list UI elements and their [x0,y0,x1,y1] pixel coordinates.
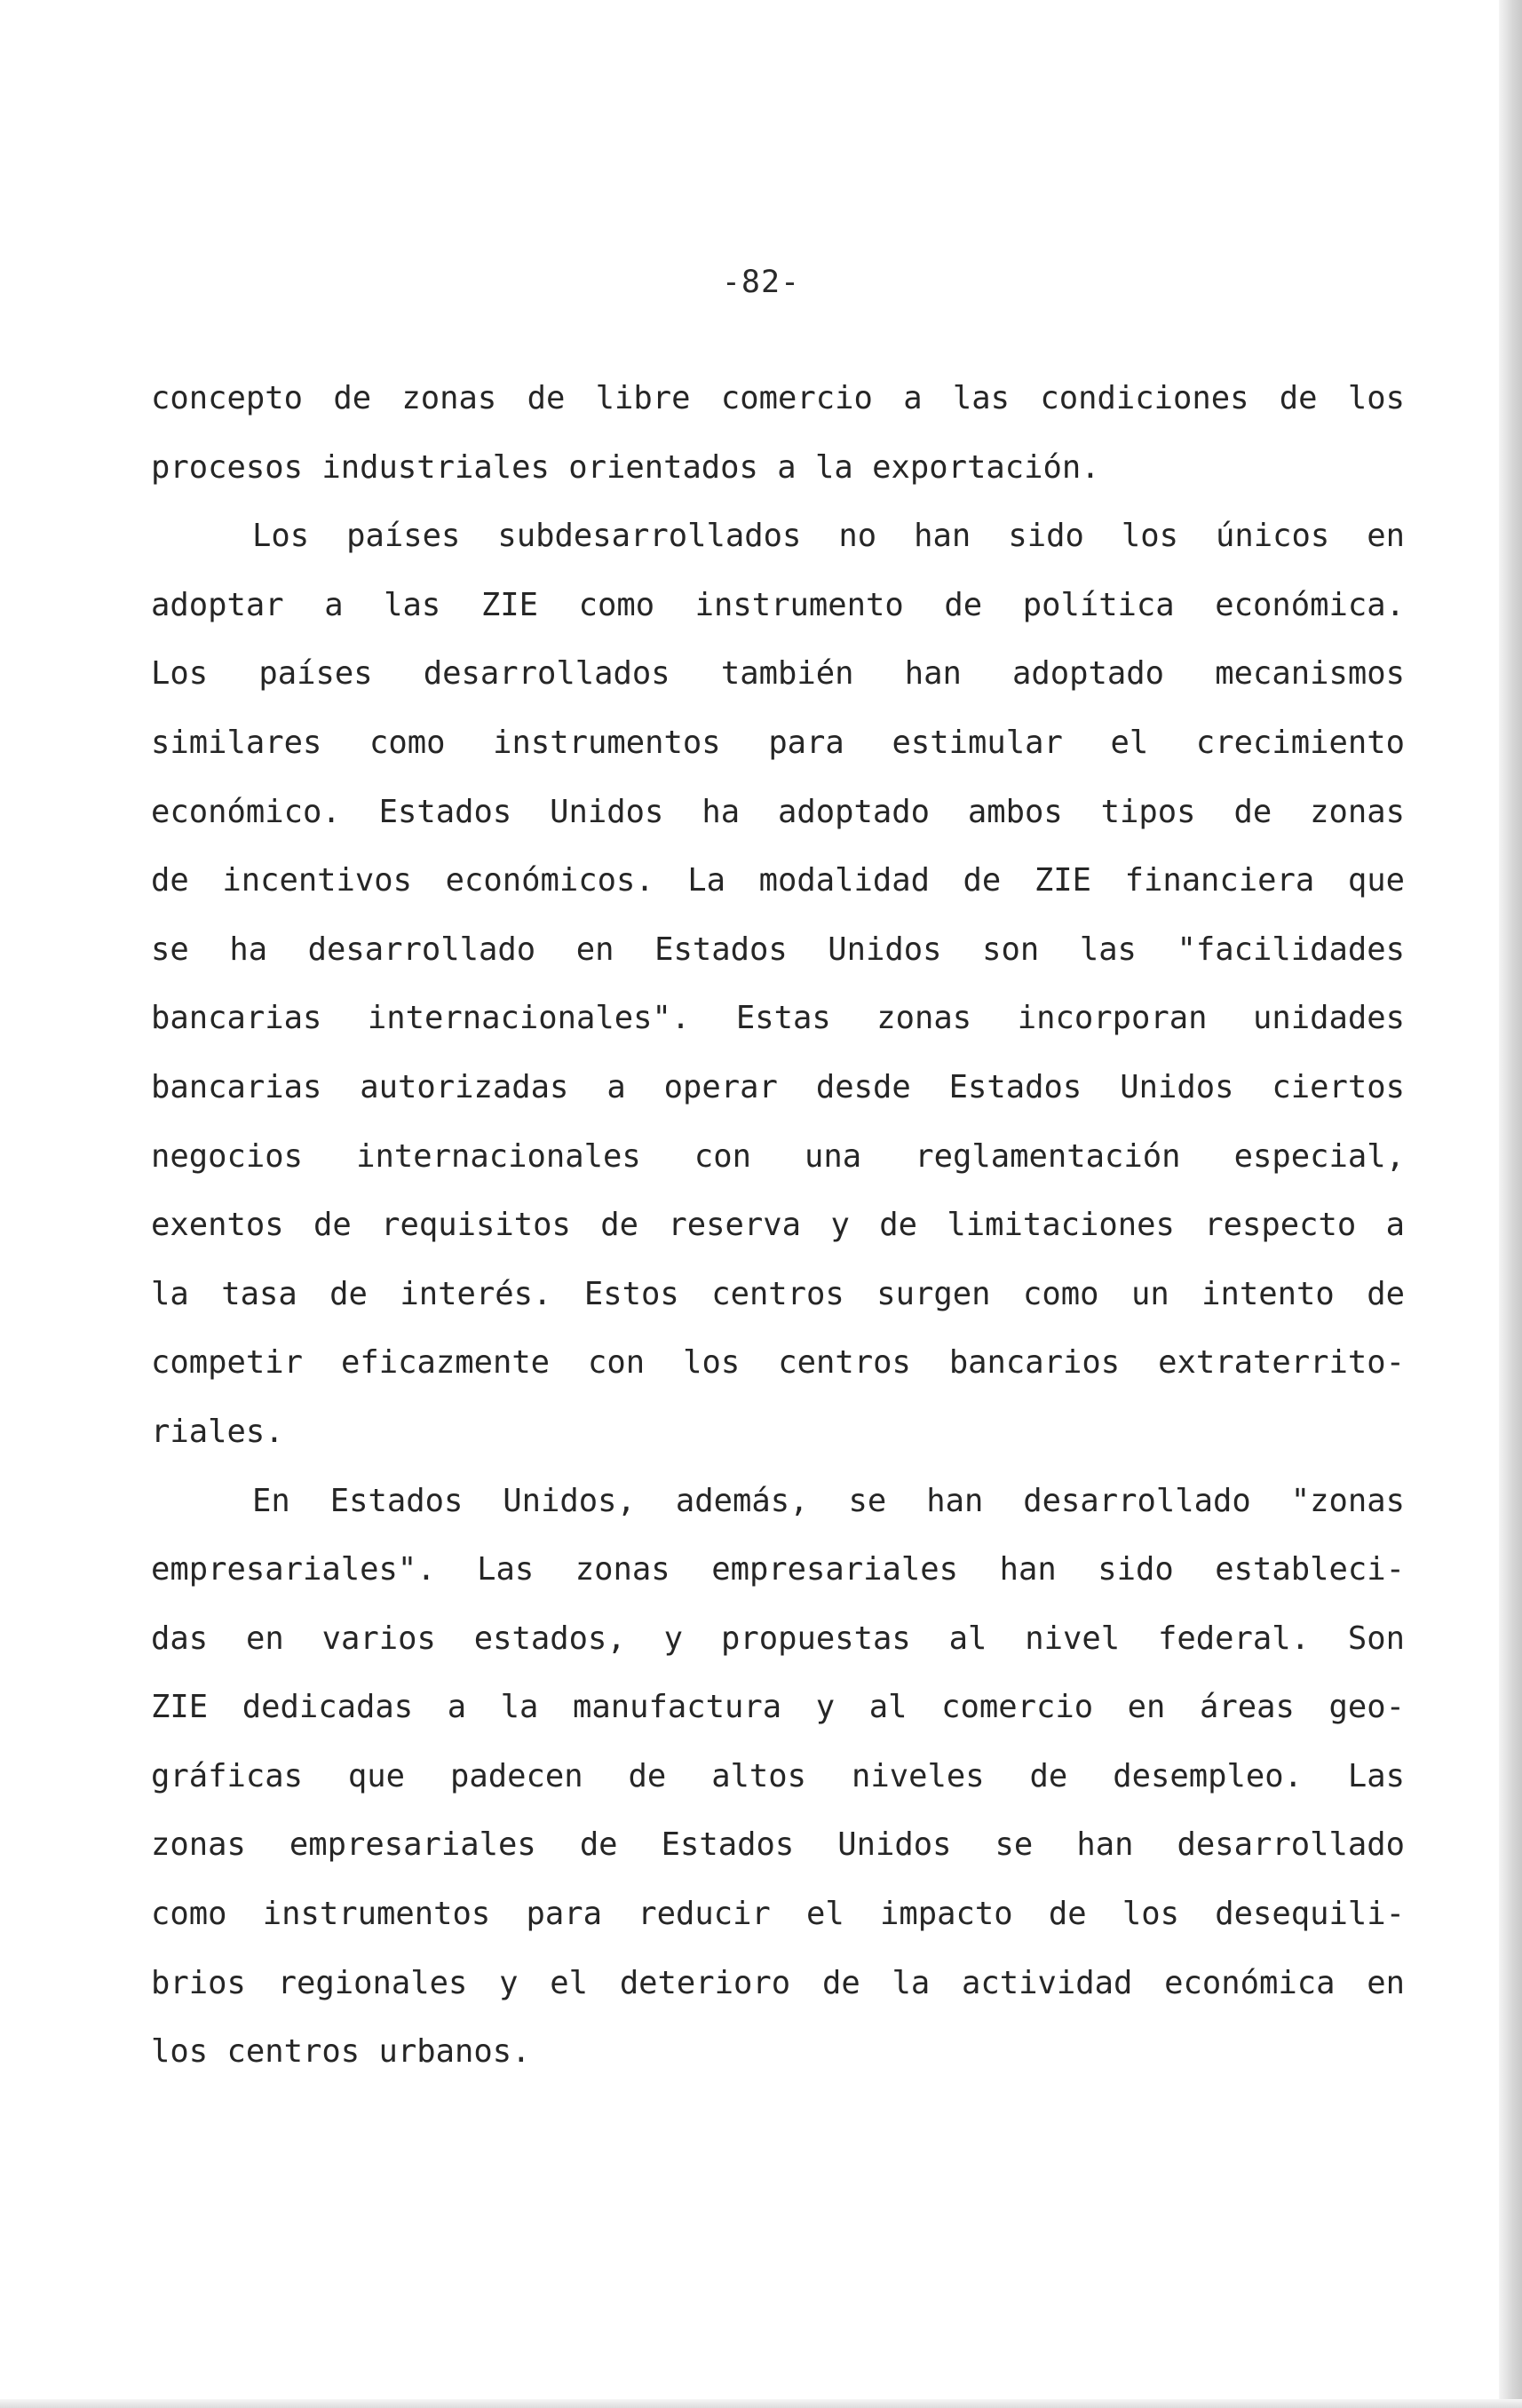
text-line: zonas empresariales de Estados Unidos se han desarrollado [151,1826,1405,1864]
text-line: negocios internacionales con una reglamentación especial, [151,1137,1405,1175]
text-line: bancarias internacionales". Estas zonas incorporan unidades [151,1000,1405,1037]
scan-edge-right [1499,0,1522,2408]
text-line: concepto de zonas de libre comercio a las condiciones de los [151,380,1405,416]
text-line: riales. [151,1413,284,1450]
text-line: procesos industriales orientados a la exportación. [151,448,1100,486]
text-line: económico. Estados Unidos ha adoptado ambos tipos de zonas [151,793,1405,830]
text-line: los centros urbanos. [151,2033,531,2071]
page-number: -82- [721,265,801,300]
text-line: bancarias autorizadas a operar desde Estados Unidos ciertos [151,1068,1405,1105]
text-line: das en varios estados, y propuestas al nivel federal. Son [151,1620,1405,1657]
text-line: la tasa de interés. Estos centros surgen como un intento de [151,1275,1405,1312]
text-line: se ha desarrollado en Estados Unidos son las "facilidades [151,931,1405,968]
text-line: de incentivos económicos. La modalidad de ZIE financiera que [151,862,1405,899]
text-line: Los países subdesarrollados no han sido los únicos en [252,518,1405,555]
text-line: ZIE dedicadas a la manufactura y al comercio en áreas geo- [151,1689,1405,1726]
text-line: Los países desarrollados también han adoptado mecanismos [151,655,1405,693]
text-line: adoptar a las ZIE como instrumento de política económica. [151,586,1405,623]
text-line: gráficas que padecen de altos niveles de desempleo. Las [151,1757,1405,1794]
text-line: exentos de requisitos de reserva y de limitaciones respecto a [151,1207,1405,1244]
text-line: como instrumentos para reducir el impacto de los desequili- [151,1896,1405,1933]
body-text [151,364,1405,2087]
text-line: competir eficazmente con los centros bancarios extraterrito- [151,1344,1405,1382]
scan-edge-bottom [0,2399,1522,2408]
text-line: En Estados Unidos, además, se han desarrollado "zonas [252,1482,1405,1519]
text-line: brios regionales y el deterioro de la actividad económica en [151,1964,1405,2001]
text-line: similares como instrumentos para estimular el crecimiento [151,724,1405,761]
text-line: empresariales". Las zonas empresariales han sido estableci- [151,1551,1405,1588]
